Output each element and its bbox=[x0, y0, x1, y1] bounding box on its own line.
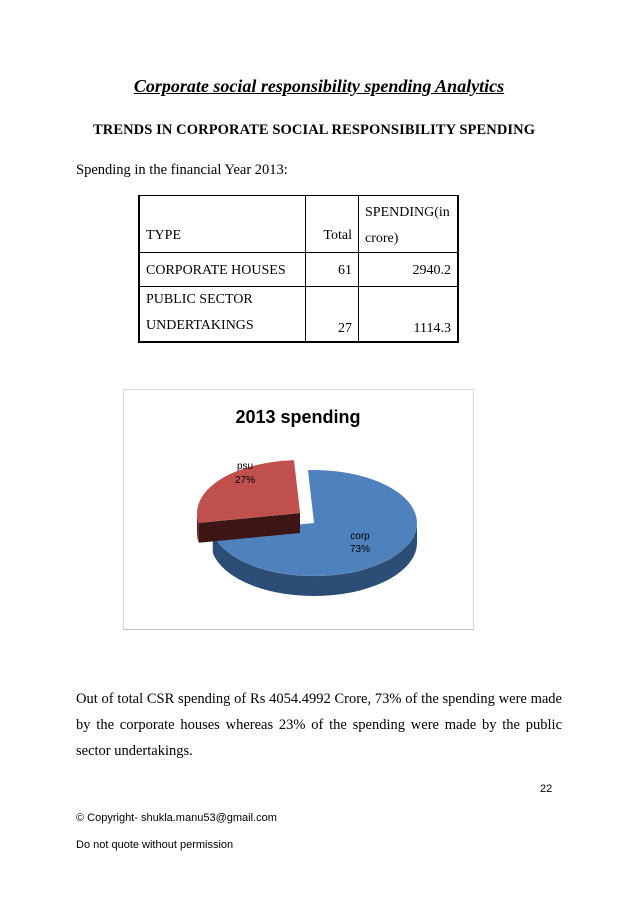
copyright-notice: © Copyright- shukla.manu53@gmail.com bbox=[76, 812, 277, 824]
table-cell-type: CORPORATE HOUSES bbox=[139, 253, 306, 287]
pie-slice-psu bbox=[197, 460, 300, 543]
pie-chart-svg bbox=[124, 390, 473, 629]
chart-title: 2013 spending bbox=[235, 407, 361, 427]
table-cell-spending: 1114.3 bbox=[359, 287, 459, 343]
table-header-type: TYPE bbox=[139, 196, 306, 253]
section-heading: TRENDS IN CORPORATE SOCIAL RESPONSIBILITY SPENDING bbox=[93, 122, 536, 138]
slice-percent-psu: 27% bbox=[234, 475, 256, 486]
table-cell-spending: 2940.2 bbox=[359, 253, 459, 287]
table-row bbox=[139, 287, 458, 343]
page-number: 22 bbox=[540, 783, 553, 795]
spending-table bbox=[138, 195, 459, 343]
table-cell-type: PUBLIC SECTOR UNDERTAKINGS bbox=[139, 287, 306, 343]
slice-percent-corp: 73% bbox=[349, 544, 371, 555]
pie-chart bbox=[123, 389, 474, 630]
table-header-spending: SPENDING(in crore) bbox=[359, 196, 459, 253]
intro-text: Spending in the financial Year 2013: bbox=[76, 162, 288, 178]
conclusion-paragraph: Out of total CSR spending of Rs 4054.4992 Crore, 73% of the spending were made by the corporate houses whereas 23% of the spending were made by the public sector undertakings. bbox=[76, 691, 562, 759]
document-title: Corporate social responsibility spending Analytics bbox=[133, 76, 505, 96]
permission-notice: Do not quote without permission bbox=[76, 839, 234, 851]
table-row bbox=[139, 253, 458, 287]
table-cell-total: 27 bbox=[306, 287, 359, 343]
slice-label-corp: corp bbox=[350, 531, 370, 542]
table-header-total: Total bbox=[306, 196, 359, 253]
table-cell-total: 61 bbox=[306, 253, 359, 287]
slice-label-psu: psu bbox=[236, 461, 254, 472]
